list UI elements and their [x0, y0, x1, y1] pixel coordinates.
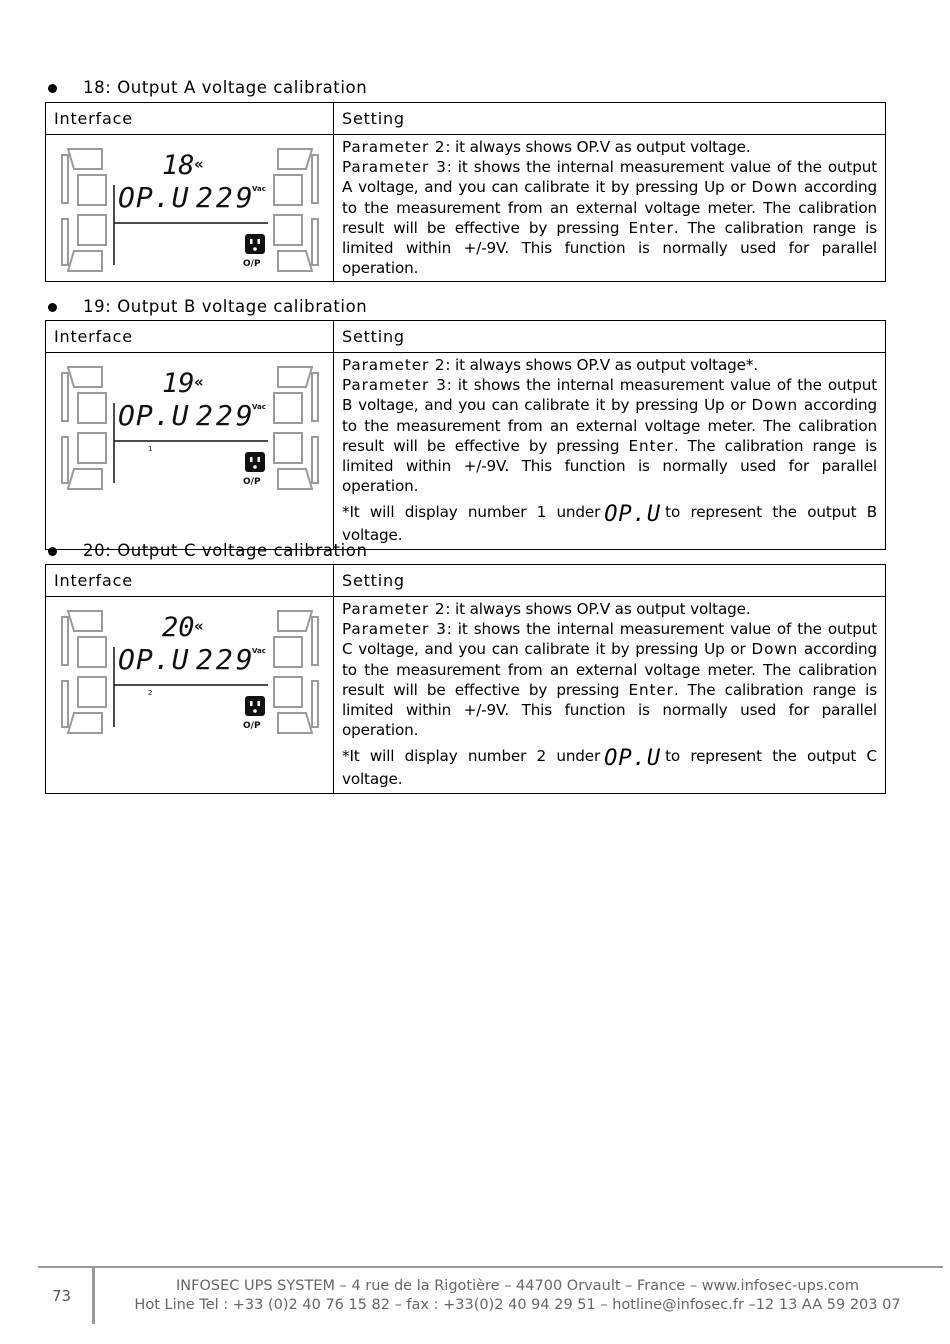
lcd-outlet-label: O/P — [243, 721, 261, 731]
header-interface: Interface — [46, 321, 334, 353]
section-heading — [45, 77, 885, 99]
lcd-value: 229 — [196, 643, 256, 676]
lcd-top-digits: 18 — [162, 150, 195, 181]
note-text-before: *It will display number 1 under — [342, 503, 601, 522]
parameter-2-paragraph — [342, 355, 877, 375]
setting-table — [45, 564, 886, 794]
param3-label: Parameter 3 — [342, 376, 447, 395]
bullet-dot — [48, 303, 57, 312]
lcd-arrow-indicator: « — [194, 373, 204, 391]
section-title: 18: Output A voltage calibration — [83, 78, 368, 97]
lcd-outlet-icon — [245, 452, 265, 472]
section-title: 20: Output C voltage calibration — [83, 541, 368, 560]
lcd-unit: Vac — [252, 647, 266, 655]
parameter-3-paragraph — [342, 375, 877, 496]
parameter-2-paragraph — [342, 599, 877, 619]
section-heading — [45, 296, 885, 318]
key-down: Down — [751, 178, 799, 197]
param3-text-a: : it shows the internal measurement value of the output A voltage, and you can calibrate it by pressing Up or — [342, 158, 878, 197]
key-enter: Enter — [628, 218, 674, 237]
param2-text: : it always shows OP.V as output voltage. — [445, 600, 751, 618]
param2-label: Parameter 2 — [342, 356, 446, 374]
header-setting: Setting — [334, 321, 886, 353]
lcd-main-text: OP.U — [118, 181, 190, 214]
param3-text-a: : it shows the internal measurement value of the output B voltage, and you can calibrate it by pressing Up or — [342, 376, 878, 415]
lcd-top-digits: 19 — [162, 368, 195, 399]
page-number: 73 — [52, 1287, 72, 1305]
param3-label: Parameter 3 — [342, 158, 447, 177]
setting-table — [45, 320, 886, 550]
setting-table — [45, 102, 886, 282]
lcd-sub-index: 1 — [148, 445, 153, 453]
note-text-before: *It will display number 2 under — [342, 747, 601, 766]
section-output-b — [45, 296, 885, 550]
param2-text: : it always shows OP.V as output voltage. — [445, 138, 751, 156]
lcd-arrow-indicator: « — [194, 617, 204, 635]
param3-text-c: . The calibration range is limited within +/-9V. This function is normally used for parallel operation. — [342, 680, 877, 740]
footer-divider — [38, 1266, 943, 1268]
parameter-3-paragraph — [342, 619, 877, 740]
interface-cell — [46, 135, 334, 282]
param3-text-c: . The calibration range is limited within +/-9V. This function is normally used for parallel operation. — [342, 218, 877, 278]
header-setting: Setting — [334, 103, 886, 135]
footer-vertical-divider — [92, 1268, 95, 1324]
footer-text — [100, 1277, 935, 1315]
lcd-main-text: OP.U — [118, 643, 190, 676]
lcd-arrow-indicator: « — [194, 155, 204, 173]
opu-glyph: OP.U — [604, 746, 662, 772]
section-title: 19: Output B voltage calibration — [83, 297, 368, 316]
lcd-display — [54, 603, 326, 739]
param2-text: : it always shows OP.V as output voltage*. — [445, 356, 758, 374]
setting-cell — [334, 135, 886, 282]
key-down: Down — [751, 396, 799, 415]
lcd-value: 229 — [196, 399, 256, 432]
lcd-unit: Vac — [252, 403, 266, 411]
lcd-unit: Vac — [252, 185, 266, 193]
interface-cell — [46, 353, 334, 550]
param3-label: Parameter 3 — [342, 620, 447, 639]
param3-text-c: . The calibration range is limited within +/-9V. This function is normally used for parallel operation. — [342, 436, 877, 496]
lcd-display — [54, 359, 326, 495]
footer-line-2: Hot Line Tel : +33 (0)2 40 76 15 82 – fax : +33(0)2 40 94 29 51 – hotline@infosec.fr –12 13 AA 59 203 07 — [134, 1297, 901, 1313]
section-output-a — [45, 77, 885, 282]
param3-text-a: : it shows the internal measurement value of the output C voltage, and you can calibrate it by pressing Up or — [342, 620, 878, 659]
section-heading — [45, 540, 885, 562]
param2-label: Parameter 2 — [342, 138, 446, 156]
lcd-outlet-icon — [245, 696, 265, 716]
lcd-outlet-label: O/P — [243, 259, 261, 269]
footer-line-1: INFOSEC UPS SYSTEM – 4 rue de la Rigotière – 44700 Orvault – France – www.infosec-ups.com — [176, 1278, 859, 1294]
header-interface: Interface — [46, 565, 334, 597]
lcd-main-text: OP.U — [118, 399, 190, 432]
lcd-sub-index: 2 — [148, 689, 153, 697]
param3-text-b: according to the measurement from an external voltage meter. The calibration result will be effective by pressing — [342, 640, 877, 699]
opu-glyph: OP.U — [604, 502, 662, 528]
header-setting: Setting — [334, 565, 886, 597]
section-output-c — [45, 540, 885, 794]
key-enter: Enter — [628, 680, 674, 699]
note-text-after: to represent the output B voltage. — [342, 503, 877, 545]
setting-cell — [334, 353, 886, 550]
param2-label: Parameter 2 — [342, 600, 446, 618]
param3-text-b: according to the measurement from an external voltage meter. The calibration result will be effective by pressing — [342, 178, 877, 237]
bullet-dot — [48, 84, 57, 93]
lcd-value: 229 — [196, 181, 256, 214]
interface-cell — [46, 597, 334, 794]
lcd-top-digits: 20 — [162, 612, 195, 643]
lcd-outlet-label: O/P — [243, 477, 261, 487]
note-paragraph — [342, 746, 877, 789]
param3-text-b: according to the measurement from an external voltage meter. The calibration result will be effective by pressing — [342, 396, 877, 455]
key-down: Down — [751, 640, 799, 659]
note-text-after: to represent the output C voltage. — [342, 747, 877, 789]
parameter-2-paragraph — [342, 137, 877, 157]
setting-cell — [334, 597, 886, 794]
header-interface: Interface — [46, 103, 334, 135]
parameter-3-paragraph — [342, 157, 877, 278]
lcd-display — [54, 141, 326, 277]
bullet-dot — [48, 547, 57, 556]
lcd-outlet-icon — [245, 234, 265, 254]
key-enter: Enter — [628, 436, 674, 455]
